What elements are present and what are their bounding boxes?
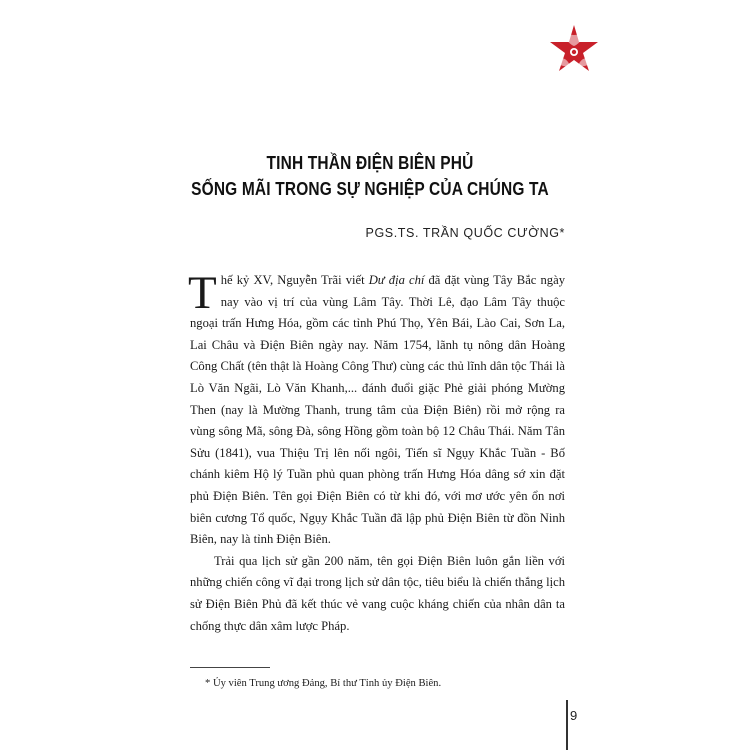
logo xyxy=(546,22,602,78)
paragraph-1-start: hế kỷ XV, Nguyễn Trãi viết xyxy=(220,273,369,287)
author-byline: PGS.TS. TRẦN QUỐC CƯỜNG* xyxy=(365,226,565,240)
paragraph-1-rest: đã đặt vùng Tây Bắc ngày nay vào vị trí của vùng Lâm Tây. Thời Lê, đạo Lâm Tây thuộc ngoại trấn Hưng Hóa, gồm các tỉnh Phú Thọ, Yên Bái, Lào Cai, Sơn La, Lai Châu và Điện Biên ngày nay. Năm 1754, lãnh tụ nông dân Hoàng Công Chất (tên thật là Hoàng Công Thư) cùng các thủ lĩnh dân tộc Thái là Lò Văn Ngãi, Lò Văn Khanh,... đánh đuổi giặc Phẻ giải phóng Mường Then (nay là Mường Thanh, trung tâm của Điện Biên) rồi mở rộng ra vùng sông Mã, sông Đà, sông Hồng gồm toàn bộ 12 Châu Thái. Năm Tân Sửu (1841), vua Thiệu Trị lên nối ngôi, Tiến sĩ Ngụy Khắc Tuần - Bố chánh kiêm Hộ lý Tuần phủ quan phòng trấn Hưng Hóa dâng sớ xin đặt phủ Điện Biên. Tên gọi Điện Biên có từ khi đó, với mơ ước yên ổn nơi biên cương Tổ quốc, Ngụy Khắc Tuần đã lập phủ Điện Biên từ đồn Ninh Biên, nay là tỉnh Điện Biên. xyxy=(190,273,565,547)
book-title-italic: Dư địa chí xyxy=(368,273,425,287)
paragraph-1 xyxy=(188,267,565,551)
drop-cap: T xyxy=(188,267,217,319)
footnote: * Ủy viên Trung ương Đảng, Bí thư Tỉnh ủy Điện Biên. xyxy=(205,678,442,689)
red-star-emblem-icon xyxy=(546,22,602,78)
title-line-1: TINH THẦN ĐIỆN BIÊN PHỦ xyxy=(266,153,474,173)
page-number: 9 xyxy=(570,708,578,723)
title-line-2: SỐNG MÃI TRONG SỰ NGHIỆP CỦA CHÚNG TA xyxy=(191,179,549,199)
paragraph-2: Trải qua lịch sử gần 200 năm, tên gọi Điện Biên luôn gắn liền với những chiến công vĩ đại trong lịch sử dân tộc, tiêu biểu là chiến thắng lịch sử Điện Biên Phủ đã kết thúc vẻ vang cuộc kháng chiến của nhân dân ta chống thực dân xâm lược Pháp. xyxy=(190,553,565,633)
page-number-bar xyxy=(566,700,568,750)
footnote-divider xyxy=(190,667,270,668)
article-body xyxy=(188,267,565,637)
